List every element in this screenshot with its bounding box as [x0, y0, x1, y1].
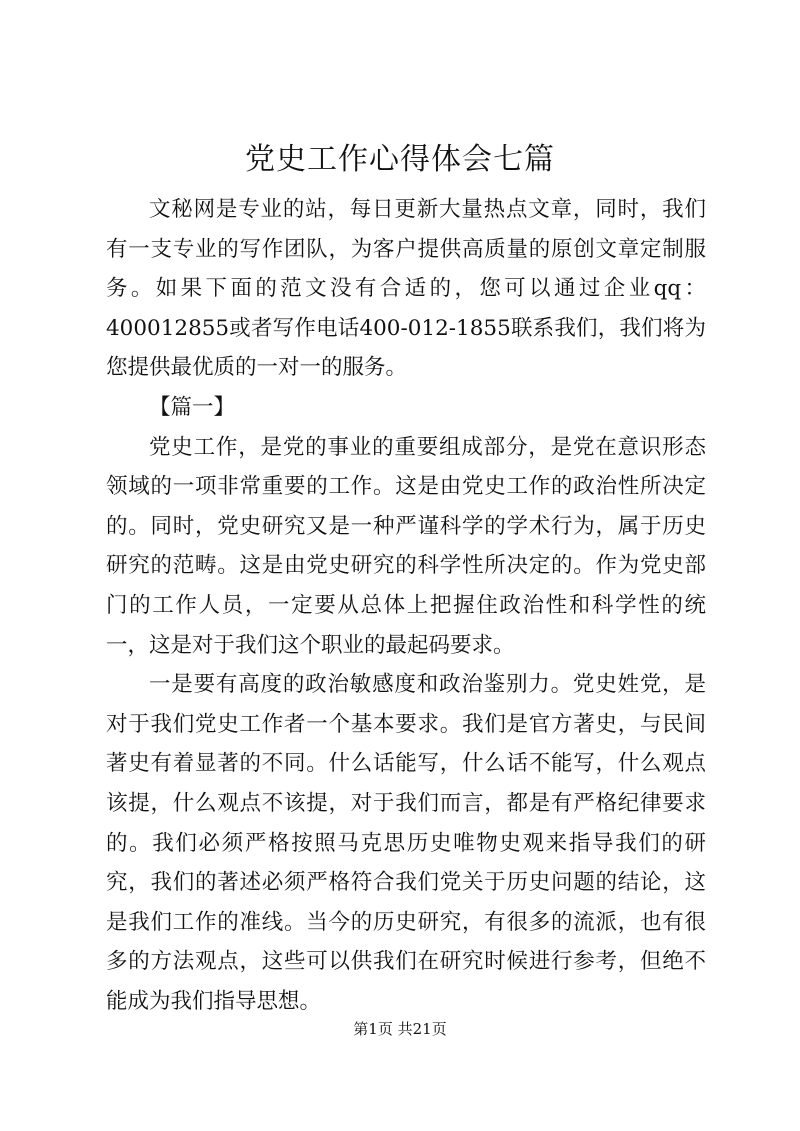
document-title: 党史工作心得体会七篇 [245, 142, 555, 177]
document-body [106, 190, 706, 1021]
body-paragraph-1: 党史工作，是党的事业的重要组成部分，是党在意识形态领域的一项非常重要的工作。这是由党史工作的政治性所决定的。同时，党史研究又是一种严谨科学的学术行为，属于历史研究的范畴。这是由党史研究的科学性所决定的。作为党史部门的工作人员，一定要从总体上把握住政治性和科学性的统一，这是对于我们这个职业的最起码要求。 [106, 434, 706, 658]
page-footer: 第1页 共21页 [353, 1020, 447, 1038]
section-heading: 【篇一】 [149, 394, 236, 420]
intro-paragraph: 文秘网是专业的站，每日更新大量热点文章，同时，我们有一支专业的写作团队，为客户提供高质量的原创文章定制服务。如果下面的范文没有合适的，您可以通过企业qq：400012855或者写作电话400-012-1855联系我们，我们将为您提供最优质的一对一的服务。 [106, 197, 706, 381]
body-paragraph-2: 一是要有高度的政治敏感度和政治鉴别力。党史姓党，是对于我们党史工作者一个基本要求。我们是官方著史，与民间著史有着显著的不同。什么话能写，什么话不能写，什么观点该提，什么观点不该提，对于我们而言，都是有严格纪律要求的。我们必须严格按照马克思历史唯物史观来指导我们的研究，我们的著述必须严格符合我们党关于历史问题的结论，这是我们工作的准线。当今的历史研究，有很多的流派，也有很多的方法观点，这些可以供我们在研究时候进行参考，但绝不能成为我们指导思想。 [106, 672, 706, 1014]
